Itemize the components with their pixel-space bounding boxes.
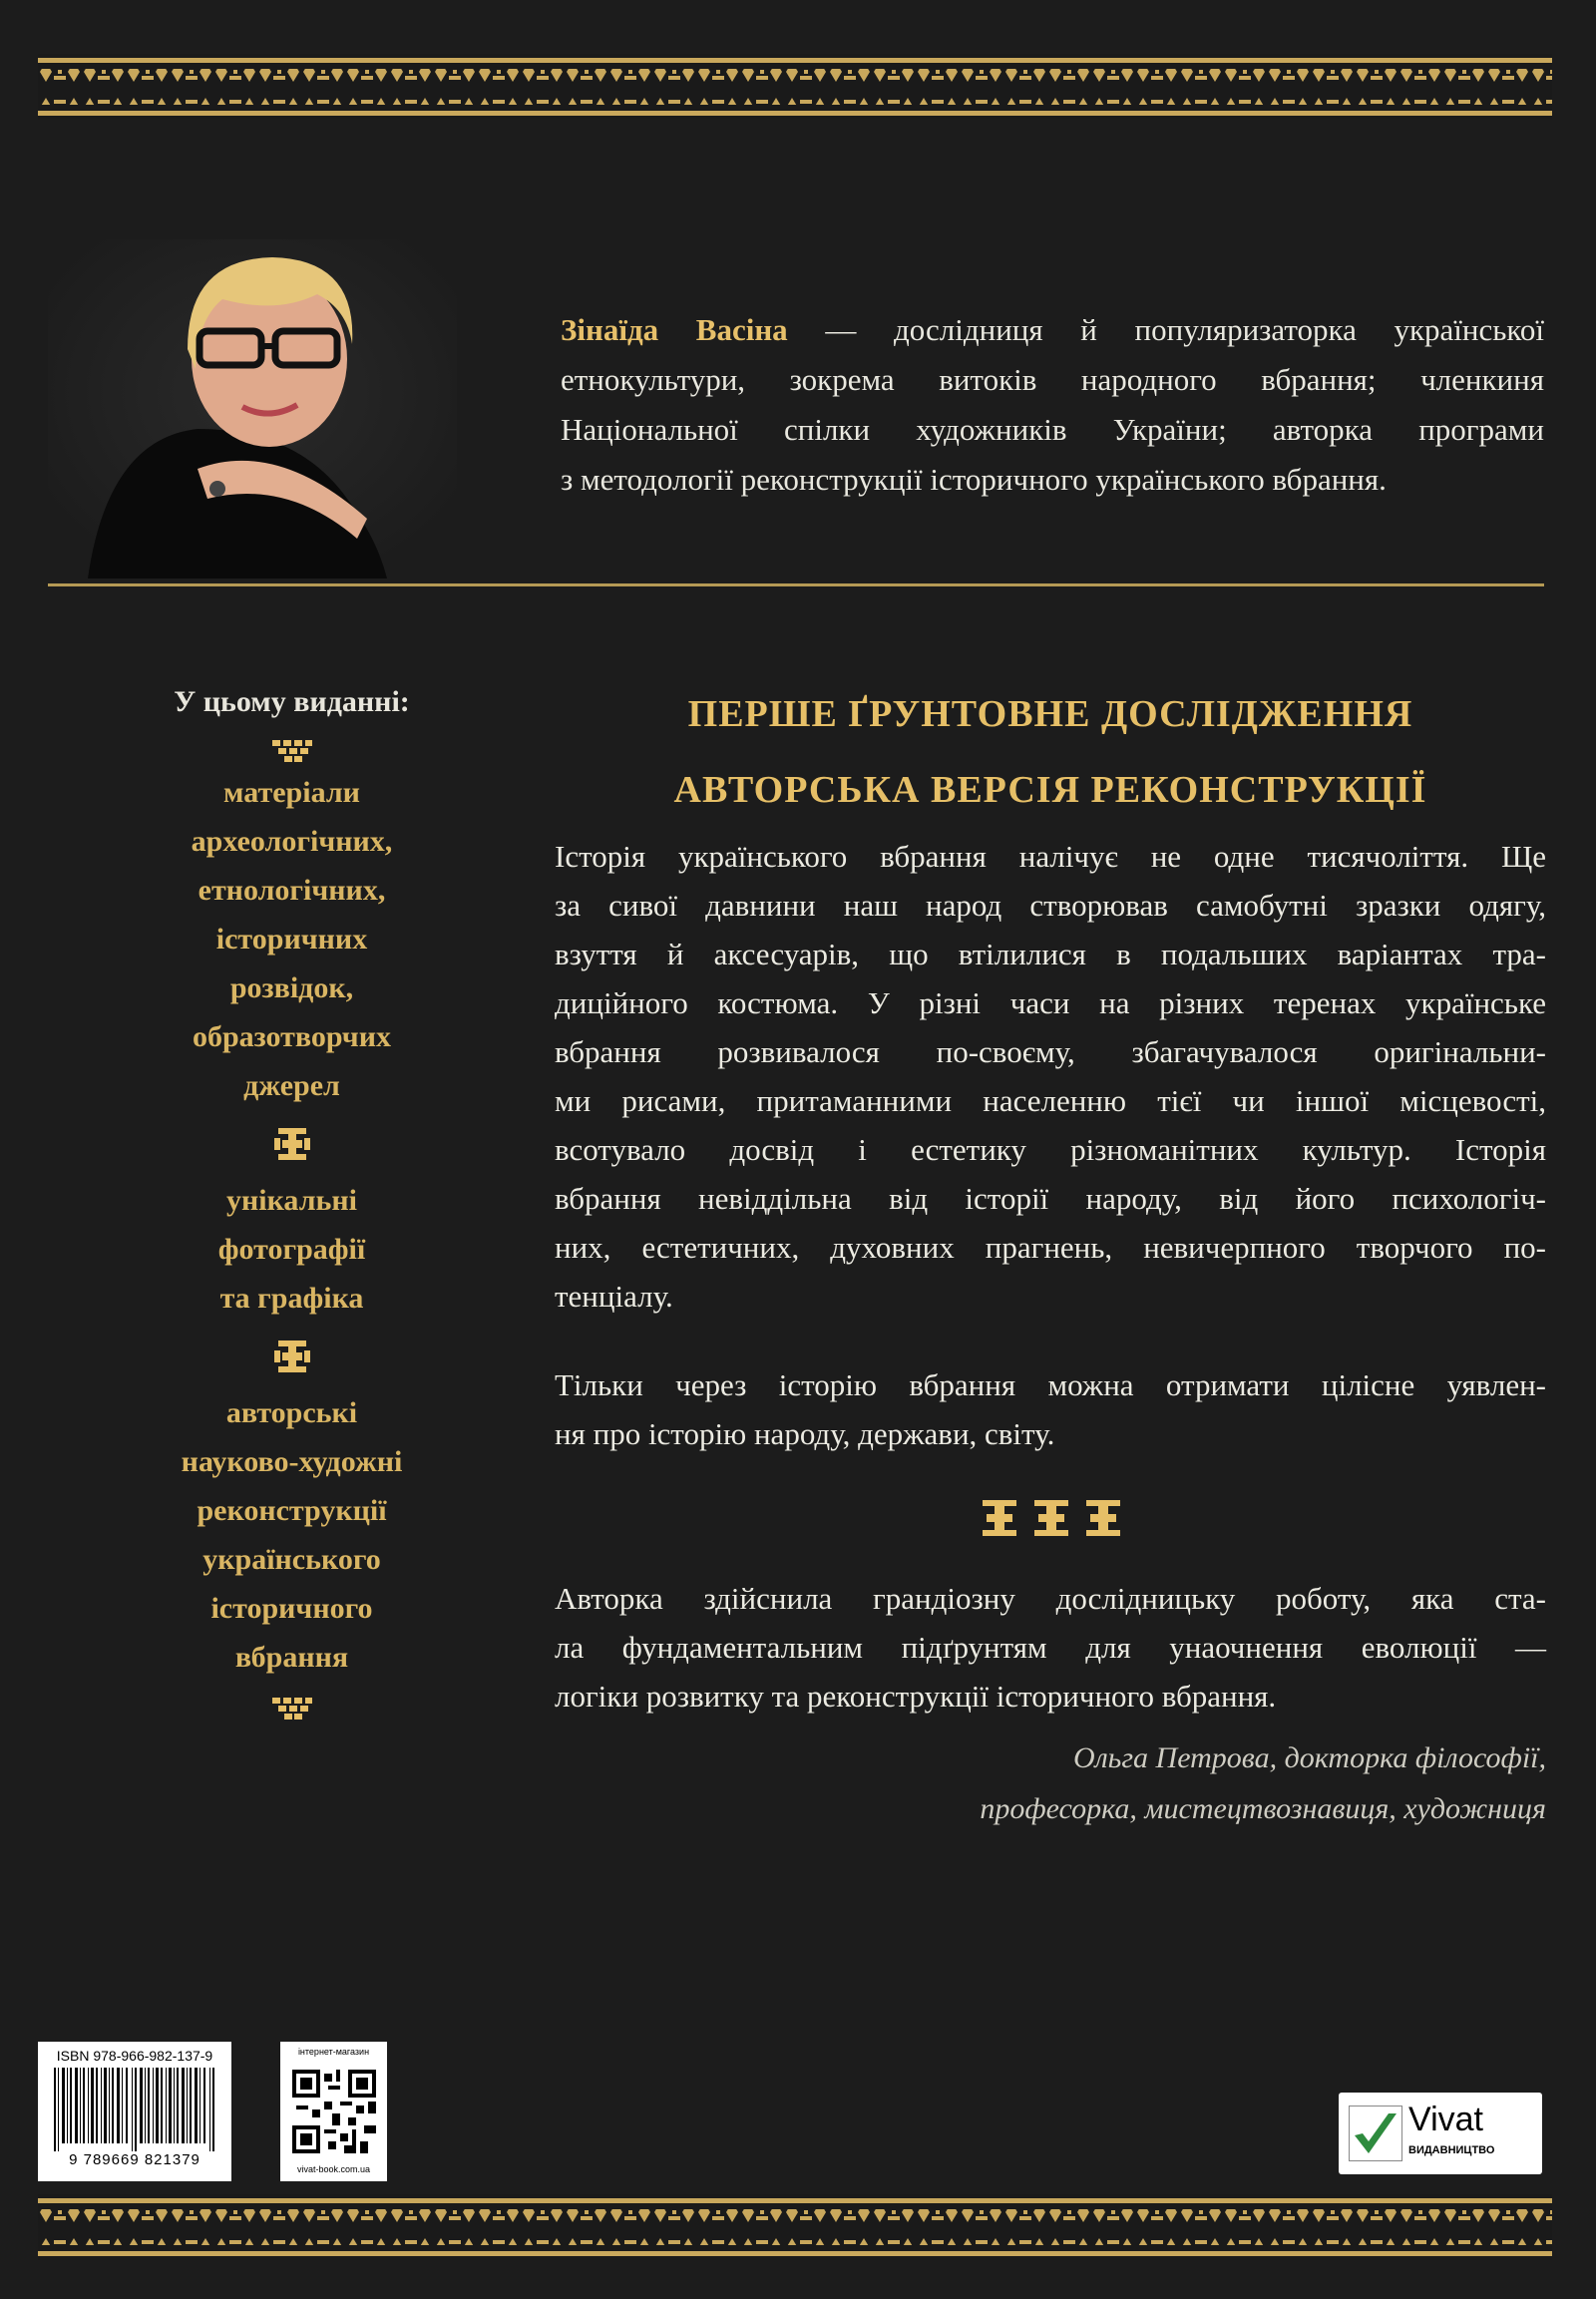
sidebar-item: матеріали [223,776,360,809]
author-bio: Зінаїда Васіна — дослідниця й популяризаторка української етнокультури, зокрема витоків народного вбрання; членкиня Національної спілки художників України; авторка програми з методології реконструкції історичного українського вбрання. [561,305,1544,505]
headline-1: ПЕРШЕ ҐРУНТОВНЕ ДОСЛІДЖЕННЯ [687,693,1413,735]
bio-line: дослідниця й популяризаторка української [893,312,1545,347]
sidebar-title: У цьому виданні: [174,685,410,718]
sidebar-item: українського [202,1543,381,1576]
isbn-label: ISBN 978-966-982-137-9 [56,2048,213,2064]
attribution: Ольга Петрова, докторка філософії, професорка, мистецтвознавиця, художниця [980,1741,1546,1825]
isbn-barcode [38,2042,231,2181]
triple-ornament-icon [981,1498,1120,1538]
sidebar-item: археологічних, [191,825,393,858]
sidebar-item: унікальні [225,1184,358,1217]
bio-line: з методології реконструкції історичного українського вбрання. [561,462,1387,497]
sidebar-item: розвідок, [229,971,354,1004]
divider-rule [48,583,1544,586]
qr-code-block[interactable] [280,2042,387,2181]
qr-caption-top: інтернет-магазин [297,2047,370,2057]
sidebar-item: образотворчих [192,1020,392,1053]
sidebar-item: джерел [243,1069,340,1102]
headline-2: АВТОРСЬКА ВЕРСІЯ РЕКОНСТРУКЦІЇ [673,769,1427,811]
edition-contents-sidebar [110,680,474,1720]
paragraph-1: Історія українського вбрання налічує не одне тисячоліття. Ще за сивої давнини наш народ створював самобутні зразки одягу, взуття й аксесуарів, що втілилися в подальших варіантах тра- диційного костюма. У різні часи на різних теренах українське вбрання розвивалося по-своєму, збагачувалося оригінальни- ми рисами, притаманними населенню тієї чи іншої місцевості, всотувало досвід і естетику різноманітних культур. Історія вбрання невіддільна від історії народу, від його психологіч- них, естетичних, духовних прагнень, невичерпного творчого по- тенціалу. [555,839,1546,1314]
barcode-icon [50,2068,219,2151]
paragraph-3: Авторка здійснила грандіозну дослідницьку роботу, яка ста- ла фундаментальним підґрунтям для унаочнення еволюції — логіки розвитку та реконструкції історичного вбрання. [555,1581,1546,1714]
publisher-subtitle: ВИДАВНИЦТВО [1408,2144,1495,2156]
sidebar-item: та графіка [219,1282,364,1315]
vivat-checkmark-icon [1349,2106,1402,2161]
qr-code-icon [292,2070,376,2153]
author-name: Зінаїда Васіна [561,312,788,347]
cross-ornament-icon [274,1339,310,1374]
sidebar-item: авторські [225,1396,358,1429]
sidebar-item: етнологічних, [198,874,386,907]
publisher-logo [1339,2093,1542,2174]
bio-line: Національної спілки художників України; авторка програми [561,412,1544,447]
diamond-ornament-icon [272,740,312,762]
sidebar-item: науково-художні [181,1445,403,1478]
bottom-ornament-band [38,2194,1552,2260]
main-text [555,676,1546,1834]
top-ornament-band [38,54,1552,120]
sidebar-item: фотографії [217,1233,366,1266]
paragraph-2: Тільки через історію вбрання можна отримати цілісне уявлен- ня про історію народу, держави, світу. [555,1367,1546,1451]
diamond-ornament-icon [272,1698,312,1720]
author-photo [48,239,457,578]
bio-line: етнокультури, зокрема витоків народного вбрання; членкиня [561,362,1544,397]
qr-caption-url[interactable]: vivat-book.com.ua [296,2164,371,2174]
sidebar-item: історичного [210,1592,373,1625]
isbn-digits: 9 789669 821379 [69,2151,200,2168]
sidebar-item: історичних [215,923,368,956]
sidebar-item: вбрання [234,1641,349,1674]
publisher-name: Vivat [1408,2101,1483,2138]
sidebar-item: реконструкції [197,1494,387,1527]
cross-ornament-icon [274,1126,310,1162]
